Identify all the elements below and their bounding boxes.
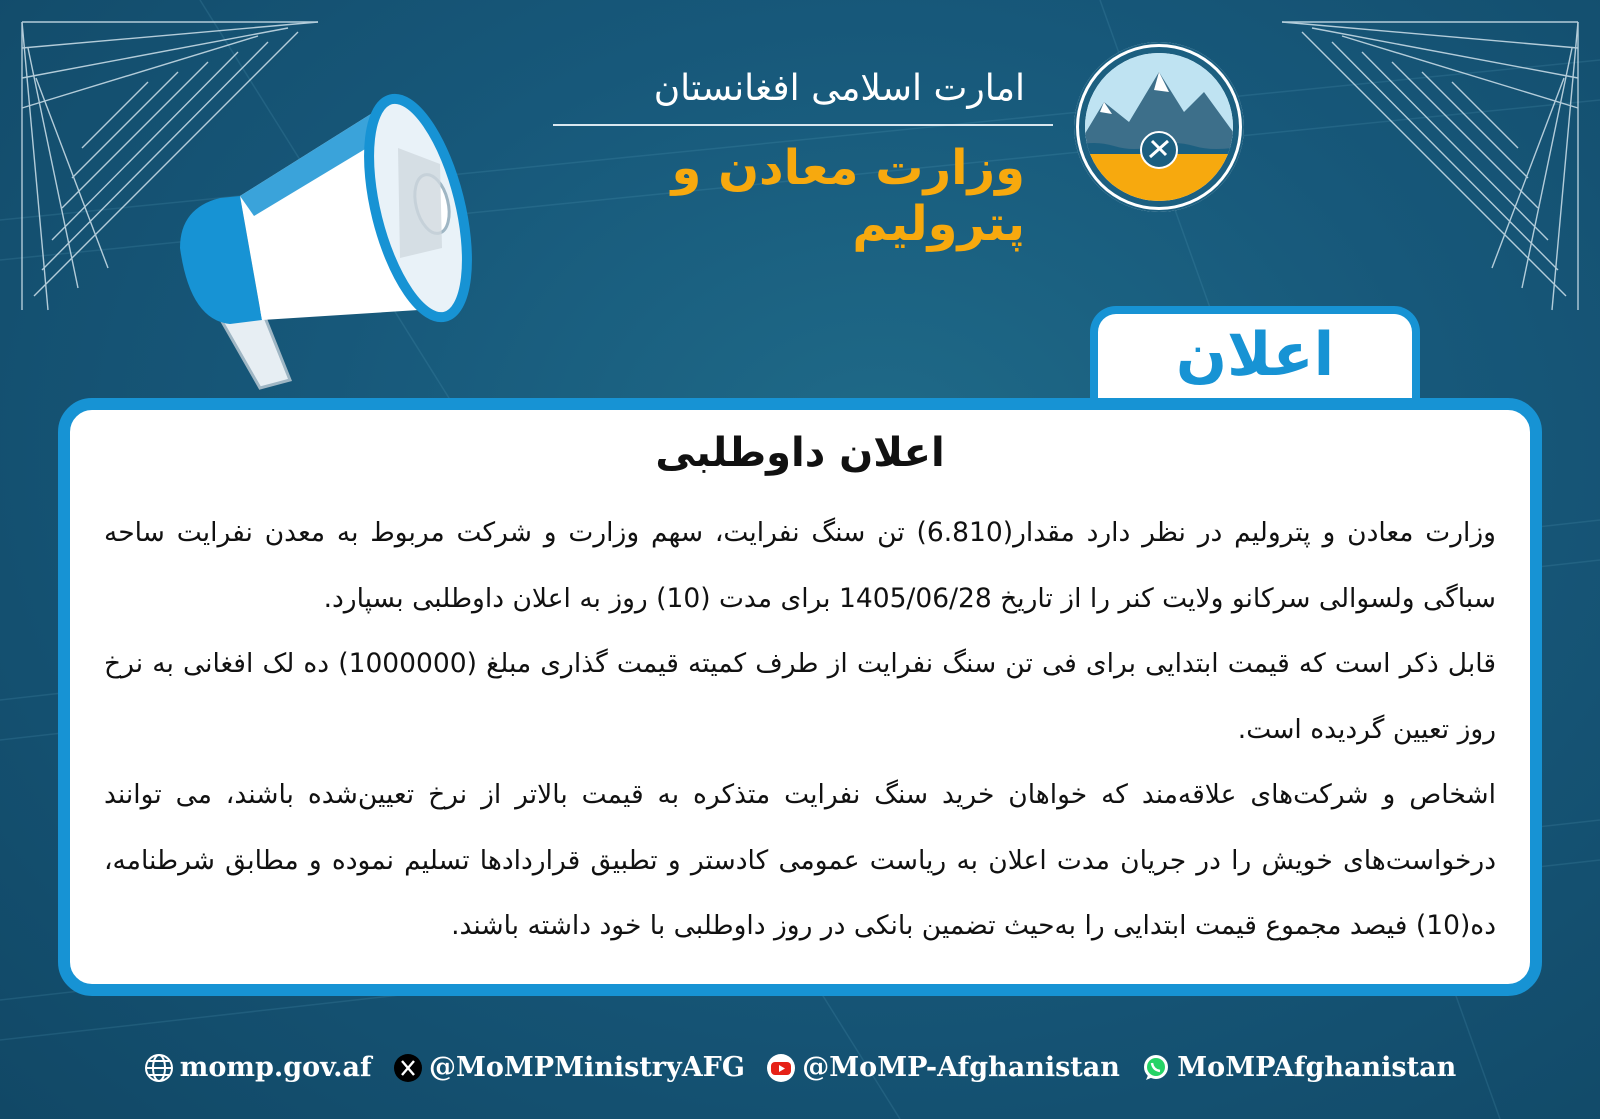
youtube-link[interactable] [766,1052,1120,1083]
ministry-logo [1074,42,1244,212]
notice-card [58,398,1542,996]
notice-title: اعلان داوطلبی [655,430,945,476]
website-text: momp.gov.af [179,1052,372,1083]
footer-contacts [0,1052,1600,1090]
ministry-name: وزارت معادن و پترولیم [671,140,1025,252]
announcement-tab [1090,306,1420,406]
globe-icon [144,1053,174,1083]
whatsapp-icon [1141,1053,1171,1083]
notice-body [104,500,1496,959]
youtube-text: @MoMP-Afghanistan [802,1052,1120,1083]
whatsapp-text: MoMPAfghanistan [1177,1052,1457,1083]
website-link[interactable] [144,1052,372,1083]
header-divider [553,124,1053,126]
youtube-icon [766,1053,796,1083]
whatsapp-link[interactable] [1141,1052,1456,1083]
megaphone-icon [150,88,490,408]
x-logo-icon [393,1053,423,1083]
notice-paragraph: قابل ذکر است که قیمت ابتدایی برای فی تن سنگ نفرایت از طرف کمیته قیمت گذاری مبلغ (1000000) ده لک افغانی به نرخ روز تعیین گردیده است. [104,648,1496,745]
notice-paragraph: وزارت معادن و پترولیم در نظر دارد مقدار(6.810) تن سنگ نفرایت، سهم وزارت و شرکت مربوط به معدن نفرایت ساحه سباگی ولسوالی سرکانو ولایت کنر را از تاریخ 1405/06/28 برای مدت (10) روز به اعلان داوطلبی بسپارد. [104,517,1496,614]
header [545,40,1055,252]
corner-decoration-right [1272,18,1582,318]
x-handle-text: @MoMPMinistryAFG [429,1052,745,1083]
notice-paragraph: اشخاص و شرکت‌های علاقه‌مند که خواهان خرید سنگ نفرایت متذکره به قیمت بالاتر از نرخ تعیین‌شده باشند، می توانند درخواست‌های خویش را در جریان مدت اعلان به ریاست عمومی کادستر و تطبیق قراردادها تسلیم نموده و مطابق شرطنامه، ده(10) فیصد مجموع قیمت ابتدایی را به‌حیث تضمین بانکی در روز داوطلبی با خود داشته باشند. [104,779,1496,941]
country-name: امارت اسلامی افغانستان [653,68,1025,109]
announcement-label: اعلان [1175,320,1335,390]
x-link[interactable] [393,1052,745,1083]
